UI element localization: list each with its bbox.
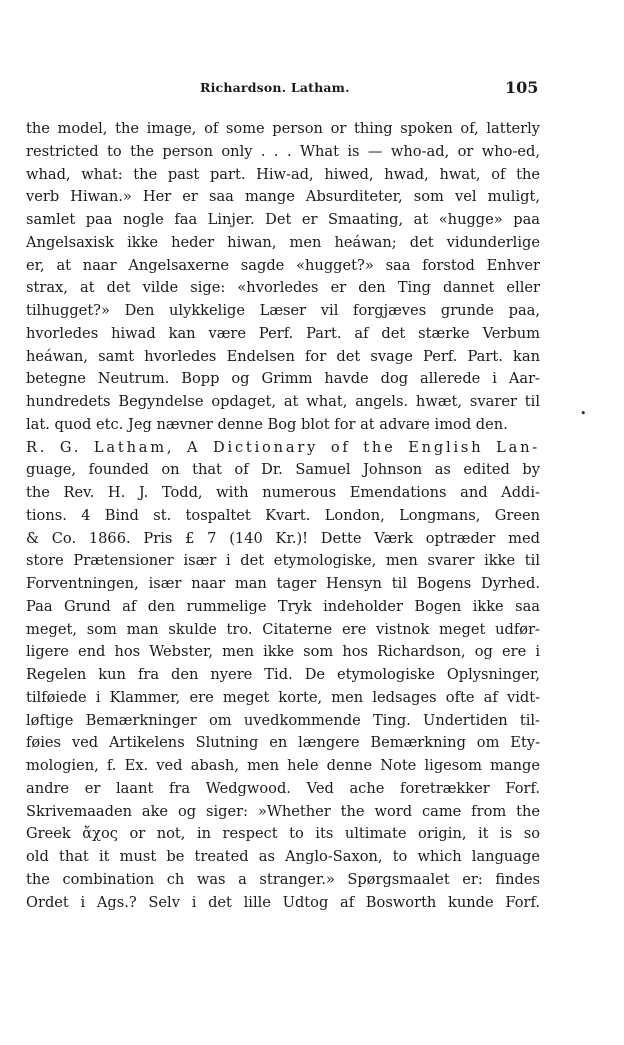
- text-line: betegne Neutrum. Bopp og Grimm havde dog allerede i Aar-: [26, 370, 540, 388]
- body-text: [26, 118, 540, 914]
- text-line: løftige Bemærkninger om uvedkommende Ting. Undertiden til-: [26, 711, 540, 729]
- text-line: guage, founded on that of Dr. Samuel Johnson as edited by: [26, 461, 540, 479]
- text-line: Paa Grund af den rummelige Tryk indeholder Bogen ikke saa: [26, 597, 540, 615]
- text-line: føies ved Artikelens Slutning en længere Bemærkning om Ety-: [26, 734, 540, 752]
- margin-mark: •: [580, 407, 587, 420]
- text-line: er, at naar Angelsaxerne sagde «hugget?» saa forstod Enhver: [26, 256, 540, 274]
- text-line: andre er laant fra Wedgwood. Ved ache foretrækker Forf.: [26, 779, 540, 797]
- page-number: 105: [505, 78, 539, 97]
- text-line: heáwan, samt hvorledes Endelsen for det svage Perf. Part. kan: [26, 347, 540, 365]
- text-line: ligere end hos Webster, men ikke som hos Richardson, og ere i: [26, 643, 540, 661]
- text-line: Skrivemaaden ake og siger: »Whether the word came from the: [26, 802, 540, 820]
- text-line: hvorledes hiwad kan være Perf. Part. af det stærke Verbum: [26, 324, 540, 342]
- text-line: samlet paa nogle faa Linjer. Det er Smaating, at «hugge» paa: [26, 211, 540, 228]
- text-line: strax, at det vilde sige: «hvorledes er den Ting dannet eller: [26, 279, 540, 297]
- text-line: the combination ch was a stranger.» Spørgsmaalet er: findes: [26, 870, 540, 888]
- text-line: tions. 4 Bind st. tospaltet Kvart. London, Longmans, Green: [26, 506, 540, 524]
- running-head: [0, 78, 624, 100]
- text-line: Forventningen, især naar man tager Hensyn til Bogens Dyrhed.: [26, 575, 540, 592]
- text-line: & Co. 1866. Pris £ 7 (140 Kr.)! Dette Værk optræder med: [26, 529, 540, 547]
- text-line: tilhugget?» Den ulykkelige Læser vil forgjæves grunde paa,: [26, 302, 540, 319]
- text-line: old that it must be treated as Anglo-Saxon, to which language: [26, 848, 540, 865]
- text-line: tilføiede i Klammer, ere meget korte, men ledsages ofte af vidt-: [26, 688, 540, 706]
- text-line: meget, som man skulde tro. Citaterne ere vistnok meget udfør-: [26, 620, 540, 638]
- text-line: whad, what: the past part. Hiw-ad, hiwed, hwad, hwat, of the: [26, 165, 540, 183]
- text-line: Greek ἄχος or not, in respect to its ultimate origin, it is so: [26, 825, 540, 843]
- text-line: hundredets Begyndelse opdaget, at what, angels. hwæt, svarer til: [26, 393, 540, 410]
- running-head-title: Richardson. Latham.: [200, 80, 350, 95]
- text-line: Regelen kun fra den nyere Tid. De etymologiske Oplysninger,: [26, 666, 540, 683]
- text-line: Ordet i Ags.? Selv i det lille Udtog af Bosworth kunde Forf.: [26, 893, 540, 911]
- text-line: the model, the image, of some person or thing spoken of, latterly: [26, 120, 540, 137]
- text-line: store Prætensioner især i det etymologiske, men svarer ikke til: [26, 552, 540, 570]
- entry-heading-line: R. G. Latham, A Dictionary of the English Lan-: [26, 438, 540, 456]
- text-line: mologien, f. Ex. ved abash, men hele denne Note ligesom mange: [26, 757, 540, 774]
- text-line: verb Hiwan.» Her er saa mange Absurditeter, som vel muligt,: [26, 188, 540, 206]
- text-line: restricted to the person only . . . What is — who-ad, or who-ed,: [26, 142, 540, 160]
- text-line: lat. quod etc. Jeg nævner denne Bog blot for at advare imod den.: [26, 415, 508, 433]
- text-line: the Rev. H. J. Todd, with numerous Emendations and Addi-: [26, 484, 540, 501]
- text-line: Angelsaxisk ikke heder hiwan, men heáwan; det vidunderlige: [26, 233, 540, 251]
